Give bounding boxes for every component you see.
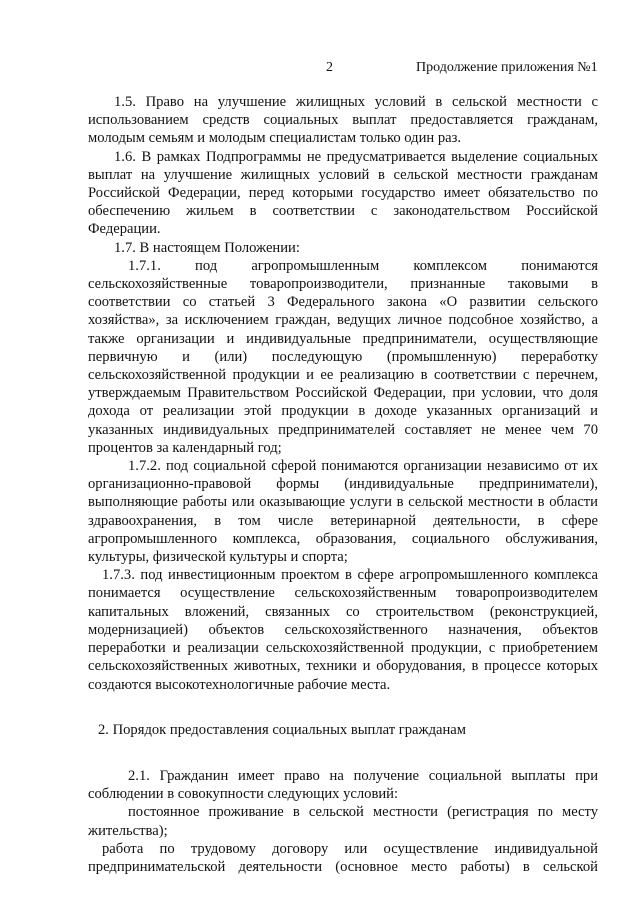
paragraph-1-5: 1.5. Право на улучшение жилищных условий в сельской местности с использованием средств социальных выплат предоставляется гражданам, молодым семьям и молодым специалистам только один раз. [88, 94, 598, 147]
paragraph-1-6: 1.6. В рамках Подпрограммы не предусматривается выделение социальных выплат на улучшение жилищных условий в сельской местности гражданам Российской Федерации, перед которыми государство имеет обязательство по обеспечению жильем в соответствии с законодательством Российской Федерации. [88, 148, 598, 238]
paragraph-1-7-3: 1.7.3. под инвестиционным проектом в сфере агропромышленного комплекса понимается осуществление сельскохозяйственным товаропроизводителем капитальных вложений, связанных со строительством (реконструкцией, модернизацией) объектов сельскохозяйственного назначения, объектов переработки и реализации сельскохозяйственной продукции, с приобретением сельскохозяйственных животных, техники и оборудования, в процессе которых создаются высокотехнологичные рабочие места. [88, 567, 598, 693]
section-title: 2. Порядок предоставления социальных выплат гражданам [98, 721, 467, 738]
paragraph-1-7-2: 1.7.2. под социальной сферой понимаются организации независимо от их организационно-правовой формы (индивидуальные предприниматели), выполняющие работы или оказывающие услуги в сельской местности в области здравоохранения, в том числе ветеринарной деятельности, в сфере агропромышленного комплекса, образования, социального обслуживания, культуры, физической культуры и спорта; [88, 458, 598, 566]
paragraph-1-7-1: 1.7.1. под агропромышленным комплексом понимаются сельскохозяйственные товаропроизводители, признанные таковыми в соответствии со статьей 3 Федерального закона «О развитии сельского хозяйства», за исключением граждан, ведущих личное подсобное хозяйство, а также организации и индивидуальные предприниматели, осуществляющие первичную и (или) последующую (промышленную) переработку сельскохозяйственной продукции и ее реализацию в соответствии с перечнем, утверждаемым Правительством Российской Федерации, при условии, что доля дохода от реализации этой продукции в доходе указанных организаций и указанных индивидуальных предпринимателей составляет не менее чем 70 процентов за календарный год; [88, 257, 598, 456]
paragraph-2-1: 2.1. Гражданин имеет право на получение социальной выплаты при соблюдении в совокупности следующих условий: [88, 767, 598, 803]
page-header [0, 60, 640, 80]
page-number: 2 [326, 60, 333, 75]
condition-residence: постоянное проживание в сельской местности (регистрация по месту жительства); [88, 804, 598, 839]
document-body [88, 93, 598, 876]
condition-employment: работа по трудовому договору или осуществление индивидуальной предпринимательской деятельности (основное место работы) в сельской [88, 840, 598, 875]
appendix-continuation-note: Продолжение приложения №1 [416, 60, 598, 75]
paragraph-1-7: 1.7. В настоящем Положении: [114, 239, 300, 256]
